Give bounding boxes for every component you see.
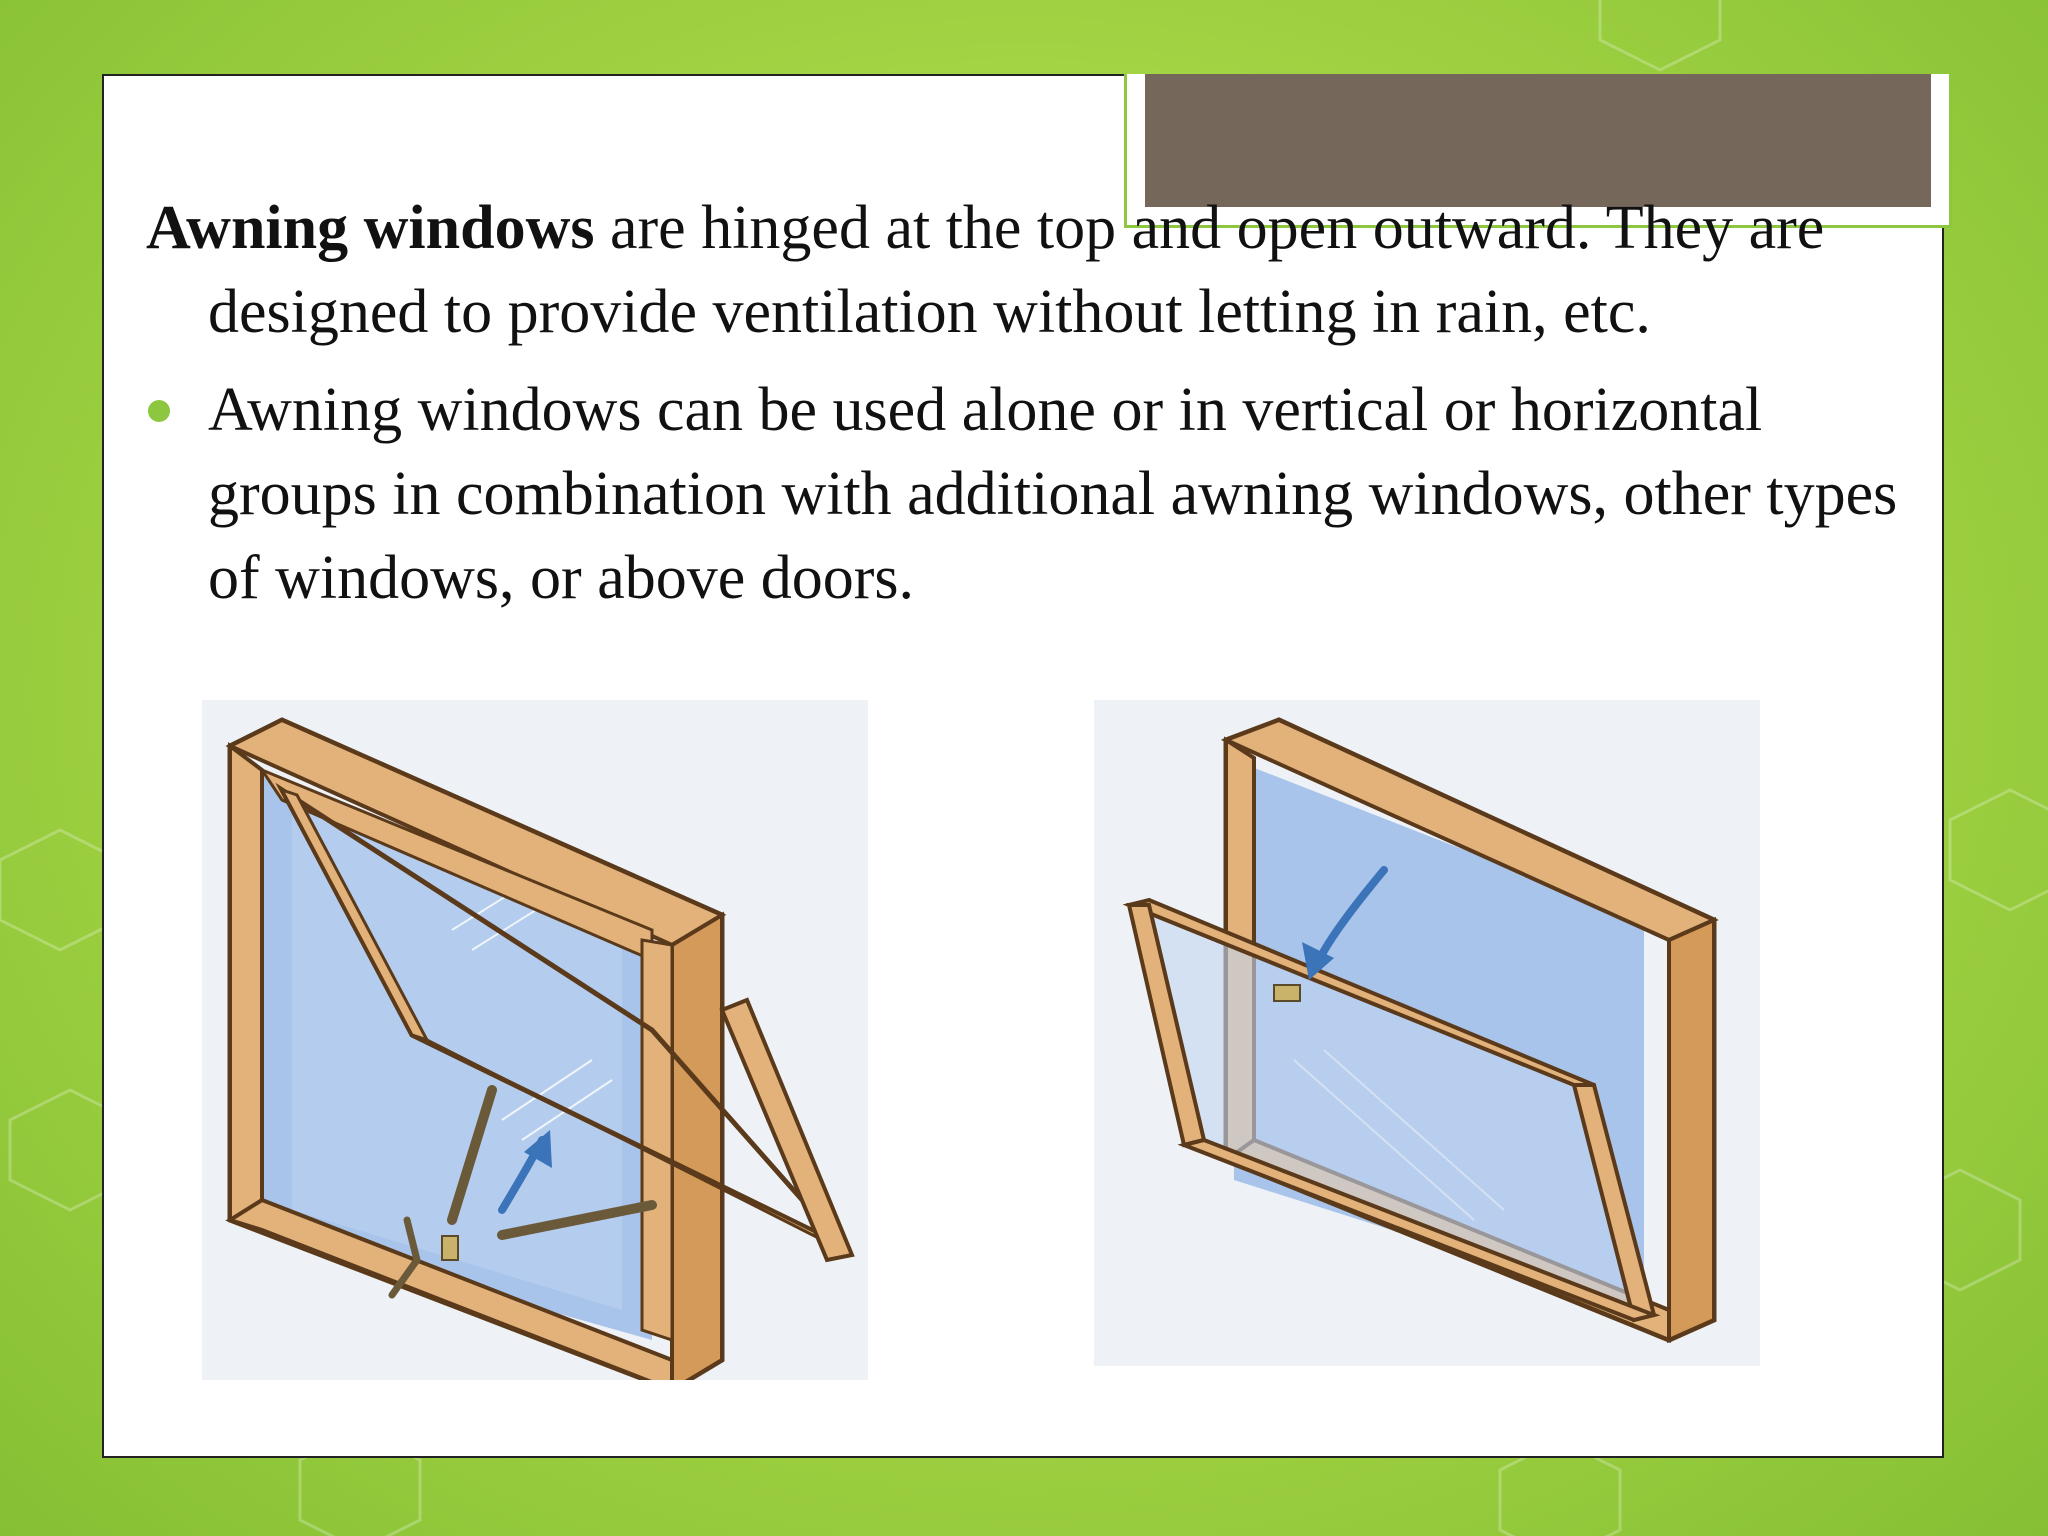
slide-content-card bbox=[102, 74, 1944, 1458]
intro-definition: are hinged at the top and open outward. They are designed to provide ventilation without letting in rain, etc. bbox=[208, 194, 1825, 346]
term-awning-windows: Awning windows bbox=[146, 194, 595, 262]
body-text bbox=[146, 186, 1926, 620]
awning-window-open-inward-illustration bbox=[1094, 700, 1760, 1366]
bullet-dot-icon bbox=[148, 400, 170, 422]
intro-paragraph bbox=[146, 186, 1926, 354]
awning-window-open-outward-illustration bbox=[202, 700, 868, 1380]
bullet-text: Awning windows can be used alone or in vertical or horizontal groups in combination with additional awning windows, other types of windows, or above doors. bbox=[208, 376, 1898, 612]
bullet-item bbox=[146, 368, 1926, 620]
